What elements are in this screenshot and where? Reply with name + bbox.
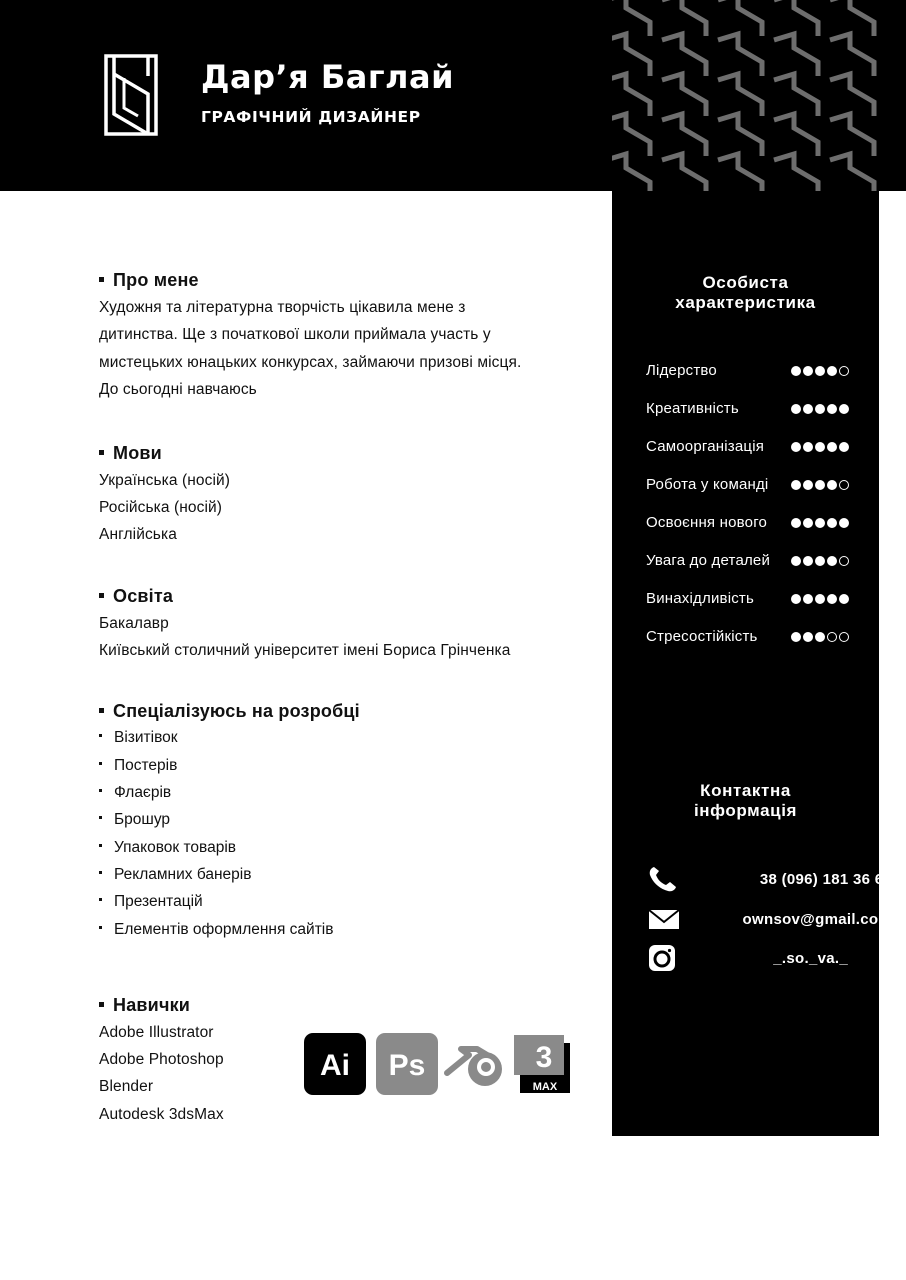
specialization-item: Презентацій — [99, 893, 203, 911]
about-heading: Про мене — [99, 270, 199, 291]
rating-dot-filled — [803, 480, 813, 490]
education-degree: Бакалавр — [99, 615, 169, 632]
rating-dot-filled — [815, 366, 825, 376]
language-item: Англійська — [99, 526, 177, 543]
rating-dot-empty — [839, 556, 849, 566]
3dsmax-icon — [514, 1033, 572, 1095]
blender-icon — [443, 1033, 509, 1095]
email-address[interactable]: ownsov@gmail.com — [742, 911, 892, 928]
pattern-stroke — [662, 0, 706, 36]
rating-dot-filled — [839, 404, 849, 414]
rating-dot-filled — [815, 632, 825, 642]
trait-row — [646, 512, 849, 536]
pattern-stroke — [774, 34, 818, 76]
about-text-line: Художня та літературна творчість цікавила мене з — [99, 299, 466, 316]
rating-dot-filled — [803, 594, 813, 604]
rating-dot-filled — [827, 366, 837, 376]
contact-instagram — [648, 944, 858, 974]
rating-dot-filled — [815, 480, 825, 490]
specialization-item: Візитівок — [99, 729, 178, 747]
trait-label: Винахідливість — [646, 590, 755, 607]
pattern-stroke — [830, 154, 874, 191]
rating-dot-filled — [827, 556, 837, 566]
rating-dot-filled — [791, 594, 801, 604]
rating-dot-filled — [791, 442, 801, 452]
trait-row — [646, 398, 849, 422]
language-item: Російська (носій) — [99, 499, 223, 516]
rating-dot-filled — [827, 594, 837, 604]
trait-row — [646, 588, 849, 612]
rating-dot-filled — [803, 442, 813, 452]
pattern-stroke — [612, 0, 650, 36]
job-title: ГРАФІЧНИЙ ДИЗАЙНЕР — [201, 108, 421, 126]
specialization-item: Упаковок товарів — [99, 839, 236, 857]
trait-rating — [791, 366, 849, 376]
rating-dot-filled — [791, 480, 801, 490]
rating-dot-filled — [803, 404, 813, 414]
trait-label: Робота у команді — [646, 476, 769, 493]
skills-heading: Навички — [99, 995, 190, 1016]
pattern-stroke — [662, 74, 706, 116]
rating-dot-filled — [803, 632, 813, 642]
rating-dot-filled — [803, 366, 813, 376]
pattern-stroke — [612, 74, 650, 116]
rating-dot-filled — [839, 442, 849, 452]
logo-icon — [104, 54, 158, 136]
trait-rating — [791, 442, 849, 452]
3dsmax-icon-label: MAX — [532, 1081, 558, 1093]
pattern-stroke — [718, 0, 762, 36]
adobe-photoshop-icon — [376, 1033, 438, 1095]
contact-heading-line1: Контактна — [700, 781, 791, 800]
pattern-stroke — [662, 114, 706, 156]
specialization-item: Рекламних банерів — [99, 866, 251, 884]
pattern-stroke — [662, 34, 706, 76]
specialization-heading: Спеціалізуюсь на розробці — [99, 701, 360, 722]
contact-email — [648, 905, 892, 935]
pattern-stroke — [612, 34, 650, 76]
trait-rating — [791, 556, 849, 566]
trait-row — [646, 626, 849, 650]
rating-dot-filled — [827, 518, 837, 528]
skill-item: Adobe Illustrator — [99, 1024, 214, 1041]
pattern-stroke — [718, 34, 762, 76]
pattern-stroke — [718, 114, 762, 156]
specialization-item: Брошур — [99, 811, 170, 829]
traits-heading-line1: Особиста — [702, 273, 789, 292]
trait-row — [646, 360, 849, 384]
trait-row — [646, 550, 849, 574]
pattern-decoration — [612, 0, 878, 191]
specialization-item: Флаєрів — [99, 784, 171, 802]
trait-label: Освоєння нового — [646, 514, 768, 531]
header-banner — [0, 0, 906, 191]
pattern-stroke — [774, 74, 818, 116]
rating-dot-filled — [791, 366, 801, 376]
pattern-stroke — [830, 114, 874, 156]
trait-rating — [791, 632, 849, 642]
traits-heading — [612, 273, 879, 313]
rating-dot-filled — [839, 518, 849, 528]
illustrator-icon-text: Ai — [320, 1049, 350, 1082]
skill-item: Adobe Photoshop — [99, 1051, 224, 1068]
rating-dot-filled — [815, 518, 825, 528]
contact-phone — [648, 865, 892, 895]
skill-item: Blender — [99, 1078, 154, 1095]
pattern-stroke — [830, 74, 874, 116]
trait-row — [646, 474, 849, 498]
contact-heading — [612, 781, 879, 821]
rating-dot-filled — [815, 594, 825, 604]
rating-dot-filled — [791, 518, 801, 528]
pattern-stroke — [612, 154, 650, 191]
trait-rating — [791, 518, 849, 528]
education-university: Київський столичний університет імені Бориса Грінченка — [99, 642, 511, 659]
photoshop-icon-text: Ps — [388, 1049, 426, 1082]
adobe-illustrator-icon — [304, 1033, 366, 1095]
rating-dot-empty — [839, 366, 849, 376]
languages-heading: Мови — [99, 443, 162, 464]
rating-dot-filled — [791, 632, 801, 642]
trait-rating — [791, 594, 849, 604]
rating-dot-filled — [803, 556, 813, 566]
pattern-stroke — [774, 114, 818, 156]
pattern-stroke — [718, 154, 762, 191]
rating-dot-filled — [791, 404, 801, 414]
education-heading: Освіта — [99, 586, 173, 607]
contact-heading-line2: інформація — [693, 801, 798, 820]
trait-label: Самоорганізація — [646, 438, 765, 455]
rating-dot-filled — [827, 404, 837, 414]
trait-row — [646, 436, 849, 460]
language-item: Українська (носій) — [99, 472, 231, 489]
pattern-stroke — [774, 0, 818, 36]
rating-dot-filled — [827, 480, 837, 490]
pattern-stroke — [830, 0, 874, 36]
about-text-line: дитинства. Ще з початкової школи приймала участь у — [99, 326, 491, 343]
traits-heading-line2: характеристика — [675, 293, 816, 312]
rating-dot-filled — [803, 518, 813, 528]
sidebar — [612, 191, 892, 1136]
skill-item: Autodesk 3dsMax — [99, 1106, 224, 1123]
trait-label: Стресостійкість — [646, 628, 758, 645]
rating-dot-filled — [839, 594, 849, 604]
rating-dot-empty — [839, 480, 849, 490]
about-text-line: До сьогодні навчаюсь — [99, 381, 257, 398]
pattern-stroke — [830, 34, 874, 76]
phone-number[interactable]: 38 (096) 181 36 63 — [759, 871, 892, 888]
trait-label: Лідерство — [646, 362, 717, 379]
instagram-handle[interactable]: _.so._va._ — [773, 950, 848, 967]
pattern-stroke — [662, 154, 706, 191]
pattern-stroke — [774, 154, 818, 191]
rating-dot-filled — [815, 404, 825, 414]
specialization-item: Постерів — [99, 757, 177, 775]
rating-dot-filled — [815, 556, 825, 566]
trait-rating — [791, 480, 849, 490]
pattern-stroke — [718, 74, 762, 116]
trait-label: Креативність — [646, 400, 739, 417]
rating-dot-filled — [791, 556, 801, 566]
rating-dot-filled — [815, 442, 825, 452]
about-text-line: мистецьких юнацьких конкурсах, займаючи призові місця. — [99, 354, 522, 371]
person-name: Дар’я Баглай — [201, 58, 454, 96]
trait-rating — [791, 404, 849, 414]
rating-dot-filled — [827, 442, 837, 452]
rating-dot-empty — [827, 632, 837, 642]
pattern-stroke — [612, 114, 650, 156]
rating-dot-empty — [839, 632, 849, 642]
3dsmax-icon-number: 3 — [535, 1041, 553, 1074]
specialization-item: Елементів оформлення сайтів — [99, 921, 333, 939]
trait-label: Увага до деталей — [646, 552, 771, 569]
